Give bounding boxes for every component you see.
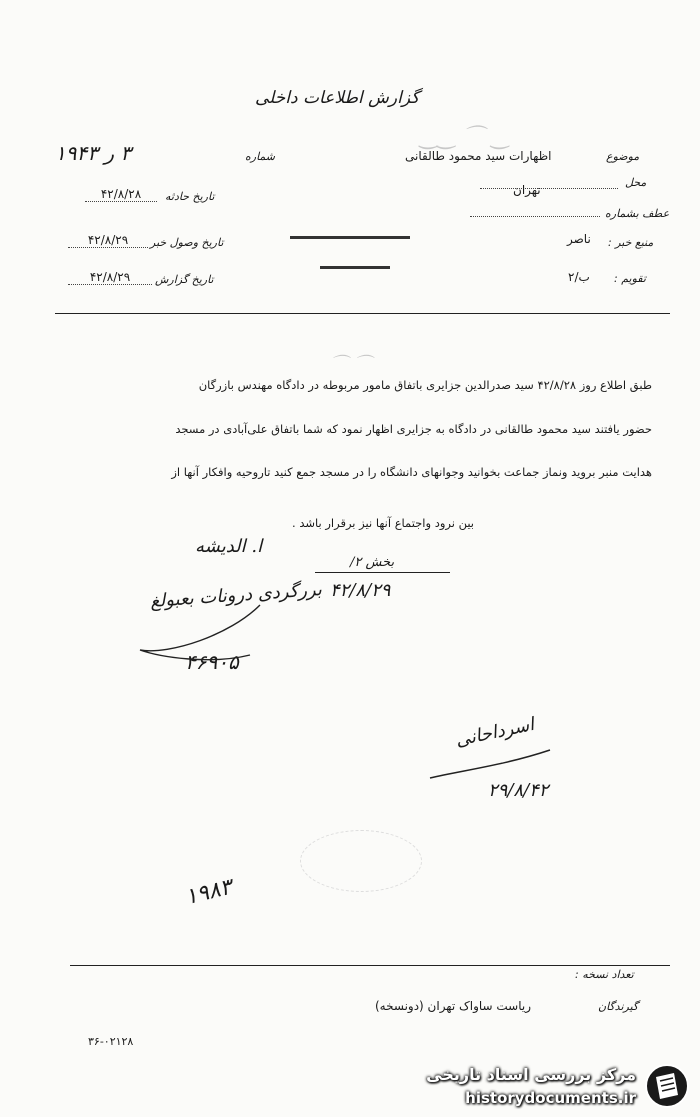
copies-label: تعداد نسخه : <box>575 968 634 981</box>
handwritten-signature-1: ا. الدیشه <box>195 536 263 557</box>
body-line-1: طبق اطلاع روز ۴۲/۸/۲۸ سید صدرالدین جزایری باتفاق مامور مربوطه در دادگاه مهندس بازرگان <box>198 378 652 392</box>
subject-label: موضوع <box>606 150 640 163</box>
recipients-value: ریاست ساواک تهران (دونسخه) <box>375 999 532 1013</box>
location-value: تهران <box>513 183 541 197</box>
handwritten-note: بررگردی درونات بعبولغ <box>149 579 323 612</box>
report-title: گزارش اطلاعات داخلی <box>255 88 420 108</box>
archive-logo-icon <box>644 1063 690 1109</box>
signature-stroke-1 <box>130 595 270 670</box>
number-label: شماره <box>245 150 276 163</box>
bakhsh-date: ۴۲/۸/۲۹ <box>330 580 391 601</box>
bakhsh-label: بخش ۲/ <box>350 555 395 570</box>
watermark-brand: مرکز بررسی اسناد تاریخی <box>426 1065 636 1084</box>
news-received-date-value: ۴۲/۸/۲۹ <box>68 233 148 248</box>
evaluation-label: تقویم : <box>614 272 646 285</box>
location-dots <box>480 188 618 189</box>
body-line-4: بین نرود واجتماع آنها نیز برقرار باشد . <box>292 516 474 530</box>
redaction-mark-2 <box>320 266 390 269</box>
faded-stamp <box>300 830 422 892</box>
bakhsh-underline <box>315 572 450 573</box>
evaluation-value: ب/۲ <box>568 270 590 284</box>
recipients-label: گیرندگان <box>598 1000 639 1013</box>
incident-date-value: ۴۲/۸/۲۸ <box>85 187 157 202</box>
bleed-through-marks: ‿‿ ⌒ ‿ <box>420 125 510 150</box>
reference-label: عطف بشماره <box>605 207 670 220</box>
number-value: ۳ ر ۱۹۴۳ <box>55 141 132 165</box>
signature-stroke-2 <box>425 740 555 785</box>
footer-divider <box>70 965 670 966</box>
watermark-badge <box>405 1055 700 1117</box>
bleed-through-marks-2: ⌒ ⌒ <box>330 354 372 375</box>
source-value: ناصر <box>567 232 591 246</box>
report-date-value: ۴۲/۸/۲۹ <box>68 270 152 285</box>
handwritten-number: ۴۶۹۰۵ <box>185 650 239 674</box>
watermark-site: historydocuments.ir <box>465 1089 636 1107</box>
incident-date-label: تاریخ حادثه <box>165 190 215 203</box>
form-code: ۳۶-۰۲۱۲۸ <box>88 1035 134 1048</box>
body-line-3: هدایت منبر بروید ونماز جماعت بخوانید وجوانهای دانشگاه را در مسجد جمع کنید تاروحیه وافکار آنها از <box>171 465 652 479</box>
reference-dots <box>470 216 600 217</box>
news-received-date-label: تاریخ وصول خبر <box>150 236 224 249</box>
stamp-number: ۱۹۸۳ <box>182 874 235 911</box>
location-label: محل <box>625 176 647 189</box>
header-divider <box>55 313 670 314</box>
signature-2-date: ۲۹/۸/۴۲ <box>488 780 549 801</box>
body-line-2: حضور یافتند سید محمود طالقانی در دادگاه به جزایری اظهار نمود که شما باتفاق علی‌آبادی در مسجد <box>175 422 652 436</box>
source-label: منبع خبر : <box>608 236 654 249</box>
redaction-mark-1 <box>290 236 410 239</box>
handwritten-signature-2: اسرداحانی <box>453 713 536 752</box>
subject-value: اظهارات سید محمود طالقانی <box>405 149 552 163</box>
report-date-label: تاریخ گزارش <box>155 273 214 286</box>
